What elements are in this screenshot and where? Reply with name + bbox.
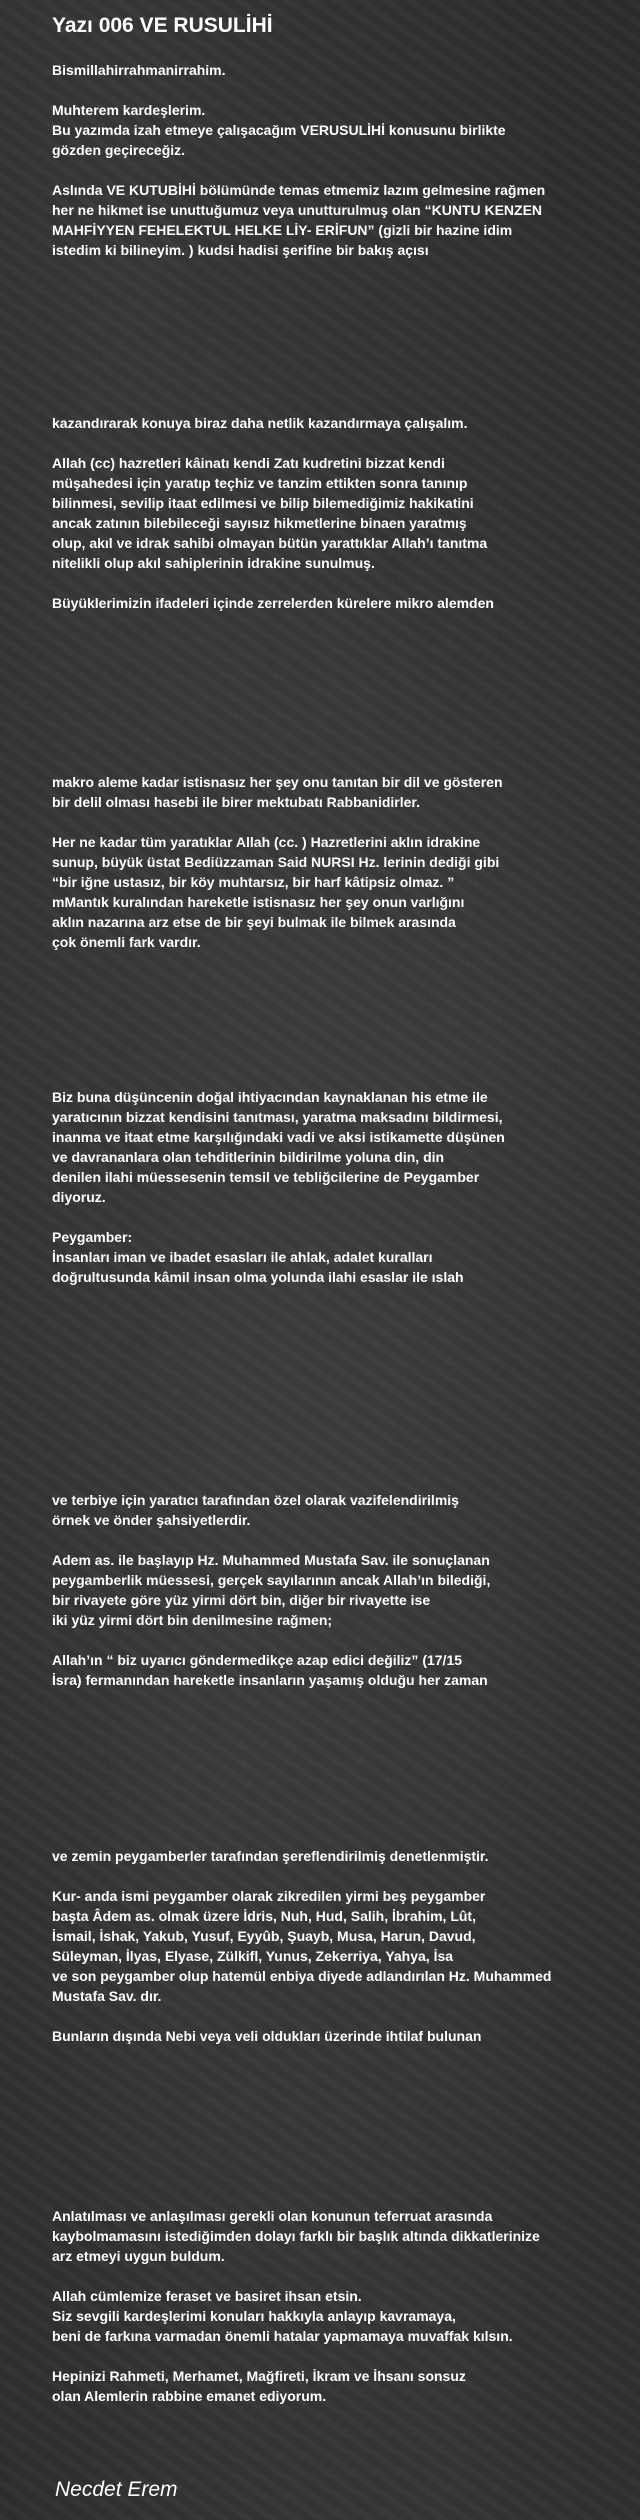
paragraph: Her ne kadar tüm yaratıklar Allah (cc. ) Hazretlerini aklın idrakine sunup, büyük üstat Bediüzzaman Said NURSI Hz. lerinin dediği gibi “bir iğne ustasız, bir köy muhtarsız, bir harf kâtipsiz olmaz. ” mMantık kuralından hareketle istisnasız her şey onun varlığını aklın nazarına arz etse de bir şeyi bulmak ile bilmek arasında çok önemli fark vardır.: [52, 834, 500, 950]
paragraph: Allah (cc) hazretleri kâinatı kendi Zatı kudretini bizzat kendi müşahedesi için yaratıp teçhiz ve tanzim ettikten sonra tanınıp bilinmesi, sevilip itaat edilmesi ve bilip bilemediğimiz hakikatini ancak zatının bilebileceği sayısız hikmetlerine binaen yaratmış olup, akıl ve idrak sahibi olmayan bütün yarattıklar Allah’ı tanıtma nitelikli olup akıl sahiplerinin idrakine sunulmuş.: [52, 455, 488, 571]
paragraph: Anlatılması ve anlaşılması gerekli olan konunun teferruat arasında kaybolmamasını istediğimden dolayı farklı bir başlık altında dikkatlerinize arz etmeyi uygun buldum.: [52, 2208, 540, 2264]
paragraph: Aslında VE KUTUBİHİ bölümünde temas etmemiz lazım gelmesine rağmen her ne hikmet ise unuttuğumuz veya unutturulmuş olan “KUNTU KENZEN MAHFİYYEN FEHELEKTUL HELKE LİY- ERİFUN” (gizli bir hazine idim istedim ki bilineyim. ) kudsi hadisi şerifine bir bakış açısı: [52, 182, 546, 258]
paragraph: Peygamber: İnsanları iman ve ibadet esasları ile ahlak, adalet kuralları doğrultusunda kâmil insan olma yolunda ilahi esaslar ile ıslah: [52, 1229, 464, 1285]
paragraph: Muhterem kardeşlerim. Bu yazımda izah etmeye çalışacağım VERUSULİHİ konusunu birlikte gözden geçireceğiz.: [52, 102, 506, 158]
paragraph: Allah’ın “ biz uyarıcı göndermedikçe azap edici değiliz” (17/15 İsra) fermanından hareketle insanların yaşamış olduğu her zaman: [52, 1652, 488, 1688]
author-signature: Necdet Erem: [55, 2478, 178, 2501]
paragraph: Allah cümlemize feraset ve basiret ihsan etsin. Siz sevgili kardeşlerimi konuları hakkıyla anlayıp kavramaya, beni de farkına varmadan önemli hatalar yapmamaya muvaffak kılsın.: [52, 2288, 513, 2344]
paragraph: Biz buna düşüncenin doğal ihtiyacından kaynaklanan his etme ile yaratıcının bizzat kendisini tanıtması, yaratma maksadını bildirmesi, inanma ve itaat etme karşılığındaki vadi ve aksi istikamette düşünen ve davrananlara olan tehditlerinin bildirilme yoluna din, din denilen ilahi müessesenin temsil ve tebliğcilerine de Peygamber diyoruz.: [52, 1089, 505, 1205]
paragraph: ve terbiye için yaratıcı tarafından özel olarak vazifelendirilmiş örnek ve önder şahsiyetlerdir.: [52, 1492, 459, 1528]
text-block-3: [52, 772, 627, 952]
page-title: Yazı 006 VE RUSULİHİ: [52, 14, 273, 37]
paragraph: Bismillahirrahmanirrahim.: [52, 62, 226, 78]
paragraph: Kur- anda ismi peygamber olarak zikredilen yirmi beş peygamber başta Âdem as. olmak üzere İdris, Nuh, Hud, Salih, İbrahim, Lût, İsmail, İshak, Yakub, Yusuf, Eyyûb, Şuayb, Musa, Harun, Davud, Süleyman, İlyas, Elyase, Zülkifl, Yunus, Zekerriya, Yahya, İsa ve son peygamber olup hatemül enbiya diyede adlandırılan Hz. Muhammed Mustafa Sav. dır.: [52, 1888, 552, 2004]
text-block-5: [52, 1490, 627, 1690]
text-block-6: [52, 1846, 627, 2046]
paragraph: Adem as. ile başlayıp Hz. Muhammed Mustafa Sav. ile sonuçlanan peygamberlik müessesi, gerçek sayılarının ancak Allah’ın bilediği, bir rivayete göre yüz yirmi dört bin, diğer bir rivayette ise iki yüz yirmi dört bin denilmesine rağmen;: [52, 1552, 491, 1628]
text-block-1: [52, 60, 627, 260]
paragraph: ve zemin peygamberler tarafından şereflendirilmiş denetlenmiştir.: [52, 1848, 489, 1864]
text-block-2: [52, 413, 627, 613]
text-block-7: [52, 2206, 627, 2406]
paragraph: Bunların dışında Nebi veya veli oldukları üzerinde ihtilaf bulunan: [52, 2028, 482, 2044]
paragraph: Hepinizi Rahmeti, Merhamet, Mağfireti, İkram ve İhsanı sonsuz olan Alemlerin rabbine emanet ediyorum.: [52, 2368, 466, 2404]
text-block-4: [52, 1087, 627, 1287]
paragraph: Büyüklerimizin ifadeleri içinde zerrelerden kürelere mikro alemden: [52, 595, 494, 611]
paragraph: kazandırarak konuya biraz daha netlik kazandırmaya çalışalım.: [52, 415, 468, 431]
paragraph: makro aleme kadar istisnasız her şey onu tanıtan bir dil ve gösteren bir delil olması hasebi ile birer mektubatı Rabbanidirler.: [52, 774, 503, 810]
